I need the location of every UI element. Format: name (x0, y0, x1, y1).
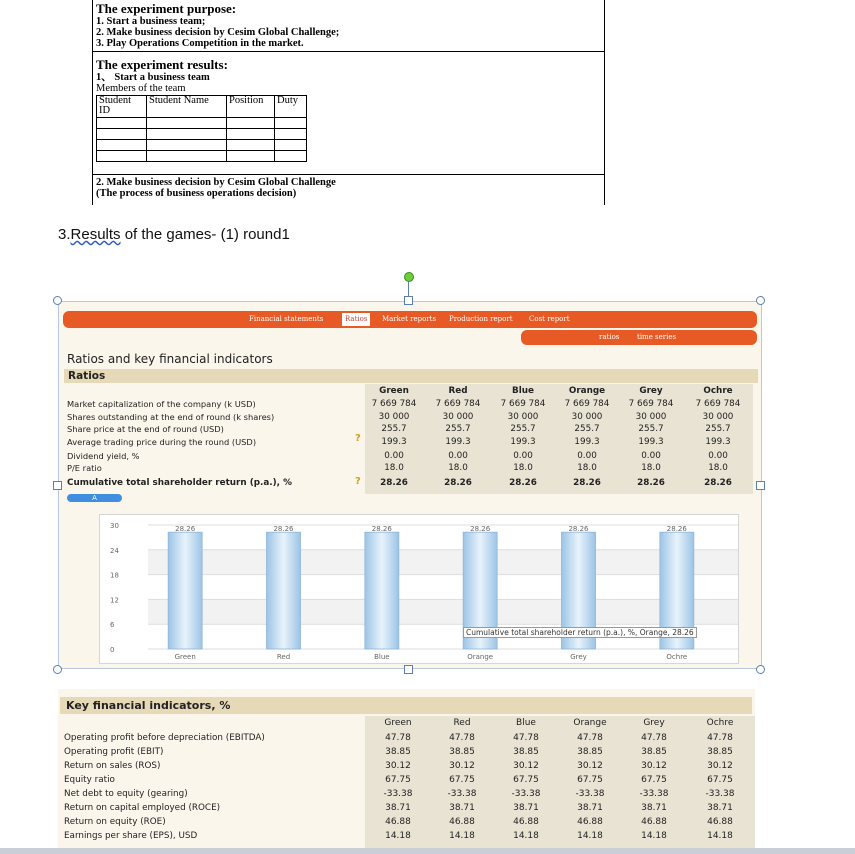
kfi-cell: 30.12 (707, 761, 733, 771)
y-tick-label: 24 (110, 546, 119, 555)
kfi-cell: 47.78 (385, 733, 411, 743)
ratio-cell: 255.7 (381, 424, 407, 434)
ratio-cell: 28.26 (573, 478, 601, 488)
ratio-cell: 199.3 (445, 437, 471, 447)
kfi-cell: 38.71 (577, 803, 603, 813)
members-header: Position (227, 96, 275, 118)
kfi-cell: -33.38 (383, 789, 413, 799)
help-icon[interactable]: ? (355, 476, 361, 487)
kfi-row-label: Net debt to equity (gearing) (64, 789, 188, 799)
results-item-2-sub: (The process of business operations decision) (96, 188, 297, 199)
results-item-2: 2. Make business decision by Cesim Global Challenge (96, 177, 336, 188)
kfi-cell: 30.12 (449, 761, 475, 771)
bar-data-label: 28.26 (470, 525, 491, 534)
results-section (93, 52, 604, 175)
kfi-cell: 38.85 (641, 747, 667, 757)
tab-financial-statements[interactable]: Financial statements (249, 315, 324, 323)
resize-handle[interactable] (53, 481, 62, 490)
section-heading (58, 226, 290, 243)
ratio-cell: 255.7 (705, 424, 731, 434)
kfi-cell: 67.75 (577, 775, 603, 785)
kfi-cell: 38.85 (513, 747, 539, 757)
ratio-cell: 18.0 (513, 463, 533, 473)
kfi-row-label: Return on sales (ROS) (64, 761, 161, 771)
ratios-image[interactable] (58, 301, 762, 669)
ratio-cell: 0.00 (513, 451, 533, 461)
kfi-cell: -33.38 (639, 789, 669, 799)
resize-handle[interactable] (53, 665, 62, 674)
tab-market-reports[interactable]: Market reports (382, 315, 437, 323)
heading-prefix: 3. (58, 226, 71, 243)
kfi-team-header: Green (384, 718, 412, 728)
ratio-cell: 7 669 784 (695, 399, 741, 409)
ratio-row-label: Cumulative total shareholder return (p.a.), % (67, 478, 292, 488)
ratio-row-label: Shares outstanding at the end of round (k shares) (67, 412, 275, 422)
kfi-cell: 14.18 (513, 831, 539, 841)
chart-tooltip: Cumulative total shareholder return (p.a.), %, Orange, 28.26 (463, 627, 697, 638)
subtab-time-series[interactable]: time series (637, 333, 677, 341)
kfi-cell: 30.12 (385, 761, 411, 771)
chart-bar[interactable] (365, 532, 399, 649)
members-row (97, 140, 307, 151)
ratio-cell: 199.3 (381, 437, 407, 447)
kfi-cell: 46.88 (449, 817, 475, 827)
kfi-row-label: Operating profit (EBIT) (64, 747, 164, 757)
kfi-cell: 30.12 (577, 761, 603, 771)
ratio-cell: 0.00 (577, 451, 597, 461)
ratio-cell: 7 669 784 (435, 399, 481, 409)
ratio-cell: 28.26 (509, 478, 537, 488)
kfi-cell: 67.75 (513, 775, 539, 785)
ratio-row-label: Market capitalization of the company (k USD) (67, 399, 256, 409)
ratio-cell: 18.0 (641, 463, 661, 473)
decision-section (93, 177, 604, 205)
results-item-1: 1、 Start a business team (96, 72, 210, 83)
ratio-cell: 18.0 (448, 463, 468, 473)
ratio-cell: 7 669 784 (371, 399, 417, 409)
bar-data-label: 28.26 (568, 525, 589, 534)
members-header: Student Name (147, 96, 227, 118)
kfi-cell: 47.78 (513, 733, 539, 743)
ratios-team-header: Ochre (703, 386, 733, 396)
resize-handle[interactable] (404, 296, 413, 305)
sub-nav-bar (521, 330, 757, 345)
kfi-cell: 67.75 (641, 775, 667, 785)
heading-squiggle-word[interactable]: Results (70, 226, 121, 243)
kfi-cell: 46.88 (577, 817, 603, 827)
kfi-cell: 47.78 (707, 733, 733, 743)
subtab-ratios[interactable]: ratios (599, 333, 620, 341)
ratio-row-label: Dividend yield, % (67, 451, 140, 461)
tab-production-report[interactable]: Production report (449, 315, 513, 323)
kfi-cell: -33.38 (511, 789, 541, 799)
ratio-cell: 28.26 (704, 478, 732, 488)
ratios-team-header: Grey (639, 386, 663, 396)
kfi-cell: 47.78 (449, 733, 475, 743)
kfi-team-header: Orange (573, 718, 607, 728)
kfi-cell: 30.12 (513, 761, 539, 771)
kfi-cell: 14.18 (577, 831, 603, 841)
bar-data-label: 28.26 (371, 525, 392, 534)
ratio-cell: 199.3 (638, 437, 664, 447)
kfi-cell: 38.71 (449, 803, 475, 813)
ratios-section-header: Ratios (64, 369, 758, 383)
x-tick-label: Ochre (666, 653, 688, 661)
purpose-section (93, 0, 604, 52)
ratio-cell: 18.0 (577, 463, 597, 473)
x-tick-label: Red (276, 653, 291, 661)
kfi-cell: 38.71 (707, 803, 733, 813)
resize-handle[interactable] (756, 296, 765, 305)
kfi-cell: 14.18 (449, 831, 475, 841)
y-tick-label: 6 (110, 621, 115, 630)
rotate-handle[interactable] (404, 272, 414, 282)
kfi-team-header: Red (453, 718, 471, 728)
kfi-cell: 46.88 (641, 817, 667, 827)
kfi-row-label: Equity ratio (64, 775, 115, 785)
ratio-cell: 0.00 (708, 451, 728, 461)
kfi-cell: 38.85 (577, 747, 603, 757)
chart-toggle-button[interactable]: A (67, 494, 122, 502)
results-title: The experiment results: (96, 57, 228, 72)
y-tick-label: 30 (110, 522, 119, 530)
members-row (97, 118, 307, 129)
kfi-cell: 67.75 (449, 775, 475, 785)
ratio-cell: 18.0 (384, 463, 404, 473)
chart-grid-band (148, 599, 738, 624)
y-tick-label: 0 (110, 646, 115, 654)
heading-rest: of the games- (1) round1 (120, 226, 290, 243)
ratios-team-header: Blue (512, 386, 534, 396)
ratio-cell: 199.3 (574, 437, 600, 447)
resize-handle[interactable] (404, 665, 413, 674)
ratios-page-title: Ratios and key financial indicators (67, 352, 273, 366)
members-header: Duty (275, 96, 307, 118)
key-indicators-image[interactable] (58, 689, 755, 851)
kfi-cell: 46.88 (513, 817, 539, 827)
kfi-row-label: Earnings per share (EPS), USD (64, 831, 198, 841)
ratio-cell: 0.00 (641, 451, 661, 461)
ratio-cell: 0.00 (448, 451, 468, 461)
report-nav-bar (63, 311, 757, 328)
kfi-cell: 38.71 (385, 803, 411, 813)
kfi-team-header: Grey (643, 718, 665, 728)
ratio-cell: 28.26 (444, 478, 472, 488)
ratio-row-label: Average trading price during the round (USD) (67, 437, 257, 447)
kfi-cell: 14.18 (385, 831, 411, 841)
kfi-cell: 38.85 (707, 747, 733, 757)
ratio-cell: 7 669 784 (564, 399, 610, 409)
ratio-row-label: P/E ratio (67, 463, 102, 473)
members-label: Members of the team (96, 83, 186, 94)
kfi-cell: 14.18 (707, 831, 733, 841)
kfi-cell: 30.12 (641, 761, 667, 771)
ratio-cell: 28.26 (637, 478, 665, 488)
tsr-bar-chart (99, 514, 739, 664)
ratio-cell: 30 000 (507, 412, 539, 422)
members-table (96, 95, 307, 162)
kfi-cell: 38.71 (641, 803, 667, 813)
ratio-cell: 7 669 784 (628, 399, 674, 409)
ratio-cell: 30 000 (702, 412, 734, 422)
kfi-row-label: Return on equity (ROE) (64, 817, 166, 827)
window-bottom-edge (0, 848, 855, 854)
ratios-team-header: Red (448, 386, 468, 396)
purpose-item: 2. Make business decision by Cesim Global Challenge; (96, 27, 340, 38)
bar-data-label: 28.26 (175, 525, 196, 534)
kfi-cell: 67.75 (385, 775, 411, 785)
ratio-cell: 30 000 (571, 412, 603, 422)
kfi-cell: 46.88 (707, 817, 733, 827)
kfi-team-header: Ochre (706, 718, 734, 728)
x-tick-label: Orange (467, 653, 494, 661)
kfi-section-header: Key financial indicators, % (60, 697, 752, 714)
kfi-cell: 47.78 (577, 733, 603, 743)
ratio-cell: 255.7 (510, 424, 536, 434)
kfi-cell: 38.85 (385, 747, 411, 757)
kfi-cell: 38.85 (449, 747, 475, 757)
kfi-cell: 46.88 (385, 817, 411, 827)
y-tick-label: 12 (110, 596, 119, 605)
ratio-cell: 18.0 (708, 463, 728, 473)
chart-grid-band (148, 550, 738, 575)
ratio-cell: 30 000 (635, 412, 667, 422)
chart-bar[interactable] (168, 532, 202, 649)
kfi-row-label: Operating profit before depreciation (EBITDA) (64, 733, 265, 743)
kfi-cell: -33.38 (575, 789, 605, 799)
purpose-item: 3. Play Operations Competition in the market. (96, 38, 304, 49)
members-row (97, 151, 307, 162)
purpose-title: The experiment purpose: (96, 1, 237, 16)
ratio-cell: 30 000 (442, 412, 474, 422)
ratio-cell: 255.7 (445, 424, 471, 434)
kfi-cell: 14.18 (641, 831, 667, 841)
experiment-doc-table (92, 0, 605, 205)
ratio-cell: 255.7 (574, 424, 600, 434)
kfi-cell: 47.78 (641, 733, 667, 743)
resize-handle[interactable] (756, 665, 765, 674)
kfi-cell: -33.38 (447, 789, 477, 799)
chart-svg (100, 515, 740, 665)
kfi-cell: 38.71 (513, 803, 539, 813)
tab-cost-report[interactable]: Cost report (529, 315, 570, 323)
kfi-row-label: Return on capital employed (ROCE) (64, 803, 221, 813)
ratio-cell: 255.7 (638, 424, 664, 434)
help-icon[interactable]: ? (355, 433, 361, 444)
ratio-cell: 0.00 (384, 451, 404, 461)
kfi-cell: 67.75 (707, 775, 733, 785)
purpose-item: 1. Start a business team; (96, 16, 206, 27)
ratio-row-label: Share price at the end of round (USD) (67, 424, 224, 434)
ratio-cell: 28.26 (380, 478, 408, 488)
x-tick-label: Grey (570, 653, 587, 661)
ratio-cell: 7 669 784 (500, 399, 546, 409)
kfi-cell: -33.38 (705, 789, 735, 799)
resize-handle[interactable] (756, 481, 765, 490)
x-tick-label: Blue (374, 653, 390, 661)
ratio-cell: 30 000 (378, 412, 410, 422)
ratio-cell: 199.3 (510, 437, 536, 447)
members-row (97, 129, 307, 140)
members-header: Student ID (97, 96, 147, 118)
bar-data-label: 28.26 (666, 525, 687, 534)
chart-bar[interactable] (267, 532, 301, 649)
x-tick-label: Green (174, 653, 196, 661)
y-tick-label: 18 (110, 571, 119, 580)
resize-handle[interactable] (53, 296, 62, 305)
ratio-cell: 199.3 (705, 437, 731, 447)
bar-data-label: 28.26 (273, 525, 294, 534)
ratios-team-header: Green (379, 386, 409, 396)
ratios-team-header: Orange (568, 386, 606, 396)
tab-ratios[interactable]: Ratios (342, 313, 370, 326)
kfi-team-header: Blue (516, 718, 536, 728)
